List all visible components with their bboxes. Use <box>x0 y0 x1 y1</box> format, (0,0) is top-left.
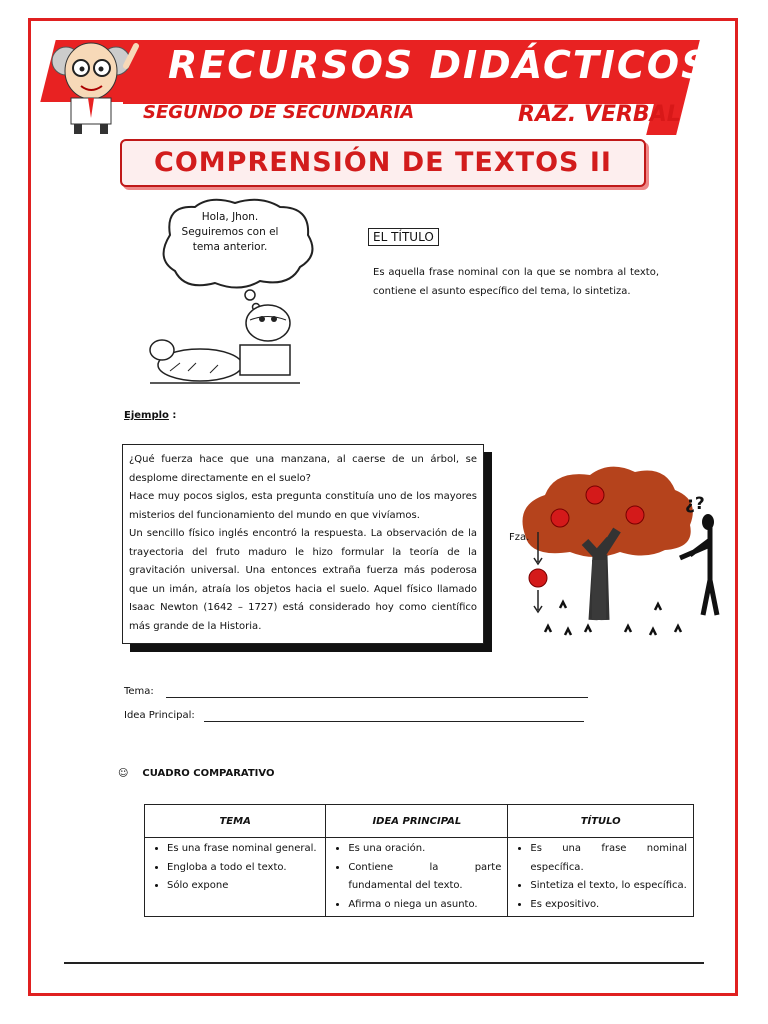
grade-label: SEGUNDO DE SECUNDARIA <box>143 102 415 123</box>
example-paragraph: ¿Qué fuerza hace que una manzana, al caerse de un árbol, se desplome directamente en el suelo? <box>129 454 477 484</box>
ejemplo-label: Ejemplo <box>124 410 169 421</box>
force-label: Fza. <box>509 532 530 543</box>
table-header: TÍTULO <box>508 805 694 838</box>
question-mark-label: ¿? <box>685 494 705 514</box>
comparison-table <box>144 804 694 917</box>
smiley-icon: ☺ <box>118 768 129 779</box>
list-item: • Sólo expone <box>167 877 319 896</box>
idea-field-label: Idea Principal: <box>124 710 195 721</box>
list-item: • Contiene la parte fundamental del texto. <box>348 859 501 896</box>
list-item: • Engloba a todo el texto. <box>167 859 319 878</box>
section-title-text: COMPRENSIÓN DE TEXTOS II <box>154 147 612 178</box>
list-item: • Es una frase nominal específica. <box>530 840 687 877</box>
professor-mascot-icon <box>36 26 146 136</box>
titulo-definition: Es aquella frase nominal con la que se nombra al texto, contiene el asunto específico del tema, lo sintetiza. <box>373 267 659 297</box>
footer-rule <box>64 962 704 964</box>
idea-answer-line[interactable] <box>204 721 584 722</box>
ejemplo-heading <box>124 410 176 421</box>
speech-bubble-text <box>175 210 285 255</box>
speech-line: Hola, Jhon. <box>201 211 259 223</box>
table-row <box>145 838 694 917</box>
table-cell <box>508 838 694 917</box>
el-titulo-label: EL TÍTULO <box>368 228 439 246</box>
list-item: • Es una frase nominal general. <box>167 840 319 859</box>
table-header: TEMA <box>145 805 326 838</box>
example-text-box <box>122 444 484 644</box>
apple-tree-illustration-icon <box>505 460 730 650</box>
tema-answer-line[interactable] <box>166 697 588 698</box>
table-header: IDEA PRINCIPAL <box>326 805 508 838</box>
table-header-row <box>145 805 694 838</box>
list-item: • Afirma o niega un asunto. <box>348 896 501 915</box>
header-banner <box>28 18 738 133</box>
ejemplo-colon: : <box>172 410 177 421</box>
list-item: • Es expositivo. <box>530 896 687 915</box>
table-cell <box>326 838 508 917</box>
tema-field-label: Tema: <box>124 686 154 697</box>
section-title <box>120 139 646 187</box>
banner-title: RECURSOS DIDÁCTICOS <box>168 43 711 87</box>
speech-line: Seguiremos con el <box>181 226 279 238</box>
list-item: • Sintetiza el texto, lo específica. <box>530 877 687 896</box>
table-cell <box>145 838 326 917</box>
speech-line: tema anterior. <box>192 241 268 253</box>
example-paragraph: Hace muy pocos siglos, esta pregunta constituía uno de los mayores misterios del funcionamiento del mundo en que vivíamos. <box>129 491 477 521</box>
example-paragraph: Un sencillo físico inglés encontró la respuesta. La observación de la trayectoria del fruto maduro le hizo formular la teoría de la gravitación universal. Una entonces extraña fuerza más poderosa que un imán, atraía los objetos hacia el suelo. Aquel físico llamado Isaac Newton (1642 – 1727) está considerado hoy como científico más grande de la Historia. <box>129 528 477 632</box>
cuadro-heading <box>118 768 274 779</box>
list-item: • Es una oración. <box>348 840 501 859</box>
subject-label: RAZ. VERBAL <box>518 102 681 127</box>
cuadro-title: CUADRO COMPARATIVO <box>142 768 275 779</box>
